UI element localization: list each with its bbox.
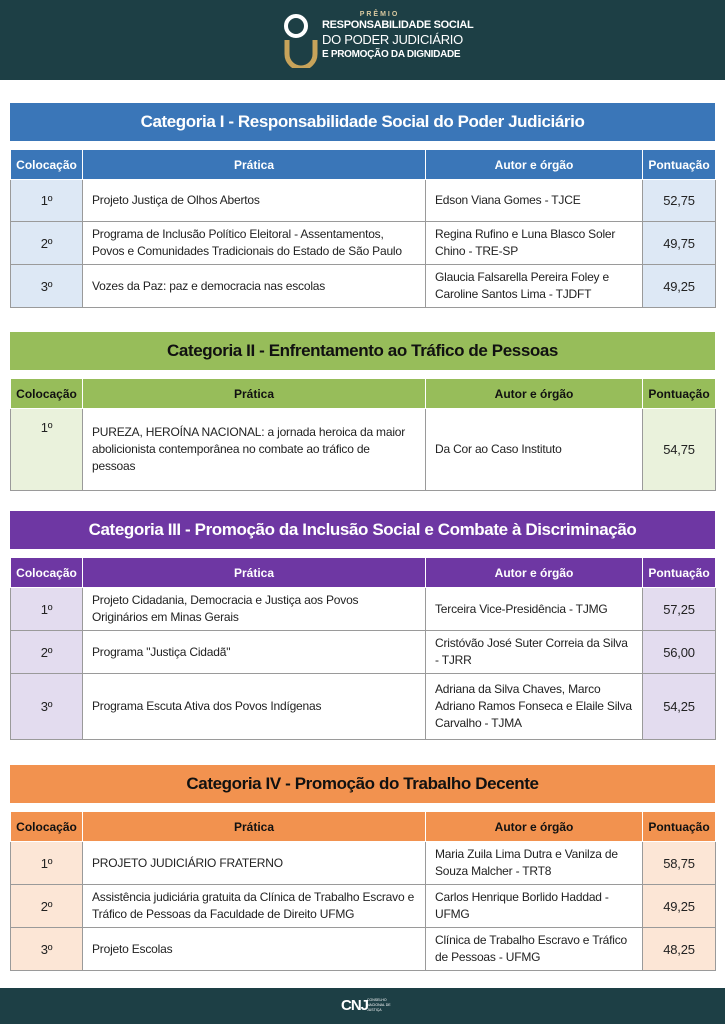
- author-cell: Clínica de Trabalho Escravo e Tráfico de Pessoas - UFMG: [426, 928, 643, 971]
- header-place: Colocação: [11, 812, 83, 842]
- practice-cell: Projeto Escolas: [83, 928, 426, 971]
- score-cell: 58,75: [643, 842, 716, 885]
- header-place: Colocação: [11, 379, 83, 409]
- header-score: Pontuação: [643, 558, 716, 588]
- header-practice: Prática: [83, 558, 426, 588]
- header-practice: Prática: [83, 150, 426, 180]
- score-cell: 56,00: [643, 631, 716, 674]
- header-score: Pontuação: [643, 379, 716, 409]
- table-header-row: [11, 150, 716, 180]
- category-section-2: [10, 332, 715, 491]
- header-score: Pontuação: [643, 150, 716, 180]
- category-section-3: [10, 511, 715, 740]
- table-row: [11, 885, 716, 928]
- place-cell: 2º: [11, 885, 83, 928]
- header-author: Autor e órgão: [426, 812, 643, 842]
- practice-cell: Projeto Justiça de Olhos Abertos: [83, 180, 426, 222]
- header-score: Pontuação: [643, 812, 716, 842]
- cnj-logo: [341, 996, 401, 1016]
- author-cell: Cristóvão José Suter Correia da Silva - TJRR: [426, 631, 643, 674]
- footer-bar: [0, 988, 725, 1024]
- author-cell: Terceira Vice-Presidência - TJMG: [426, 588, 643, 631]
- practice-cell: Vozes da Paz: paz e democracia nas escolas: [83, 265, 426, 308]
- logo-title-line2: DO PODER JUDICIÁRIO: [322, 32, 463, 47]
- header-author: Autor e órgão: [426, 558, 643, 588]
- results-table: [10, 378, 716, 491]
- place-cell: 3º: [11, 265, 83, 308]
- score-cell: 49,75: [643, 222, 716, 265]
- table-row: [11, 588, 716, 631]
- author-cell: Edson Viana Gomes - TJCE: [426, 180, 643, 222]
- practice-cell: Programa Escuta Ativa dos Povos Indígenas: [83, 674, 426, 740]
- header-place: Colocação: [11, 558, 83, 588]
- results-table: [10, 811, 716, 971]
- score-cell: 48,25: [643, 928, 716, 971]
- award-emblem-icon: [283, 14, 319, 68]
- category-title: Categoria III - Promoção da Inclusão Social e Combate à Discriminação: [10, 511, 715, 549]
- place-cell: 1º: [11, 409, 83, 491]
- table-row: [11, 674, 716, 740]
- author-cell: Regina Rufino e Luna Blasco Soler Chino - TRE-SP: [426, 222, 643, 265]
- place-cell: 1º: [11, 588, 83, 631]
- logo-prize-label: PRÊMIO: [359, 11, 400, 18]
- category-title: Categoria IV - Promoção do Trabalho Decente: [10, 765, 715, 803]
- practice-cell: Projeto Cidadania, Democracia e Justiça aos Povos Originários em Minas Gerais: [83, 588, 426, 631]
- practice-cell: PUREZA, HEROÍNA NACIONAL: a jornada heroica da maior abolicionista contemporânea no combate ao tráfico de pessoas: [83, 409, 426, 491]
- cnj-logo-subtitle: CONSELHO NACIONAL DE JUSTIÇA: [367, 998, 391, 1012]
- score-cell: 57,25: [643, 588, 716, 631]
- table-row: [11, 928, 716, 971]
- score-cell: 49,25: [643, 265, 716, 308]
- category-title: Categoria I - Responsabilidade Social do Poder Judiciário: [10, 103, 715, 141]
- score-cell: 52,75: [643, 180, 716, 222]
- logo-title-line3: E PROMOÇÃO DA DIGNIDADE: [322, 49, 461, 60]
- award-logo: [283, 10, 483, 72]
- table-row: [11, 842, 716, 885]
- table-row: [11, 409, 716, 491]
- author-cell: Adriana da Silva Chaves, Marco Adriano Ramos Fonseca e Elaile Silva Carvalho - TJMA: [426, 674, 643, 740]
- category-section-4: [10, 765, 715, 971]
- author-cell: Maria Zuila Lima Dutra e Vanilza de Souza Malcher - TRT8: [426, 842, 643, 885]
- table-row: [11, 222, 716, 265]
- author-cell: Glaucia Falsarella Pereira Foley e Caroline Santos Lima - TJDFT: [426, 265, 643, 308]
- table-header-row: [11, 812, 716, 842]
- practice-cell: Assistência judiciária gratuita da Clínica de Trabalho Escravo e Tráfico de Pessoas da Faculdade de Direito UFMG: [83, 885, 426, 928]
- place-cell: 3º: [11, 928, 83, 971]
- header-place: Colocação: [11, 150, 83, 180]
- place-cell: 3º: [11, 674, 83, 740]
- place-cell: 1º: [11, 180, 83, 222]
- header-author: Autor e órgão: [426, 379, 643, 409]
- author-cell: Da Cor ao Caso Instituto: [426, 409, 643, 491]
- header-practice: Prática: [83, 812, 426, 842]
- results-table: [10, 149, 716, 308]
- logo-title-line1: RESPONSABILIDADE SOCIAL: [322, 19, 474, 31]
- category-title: Categoria II - Enfrentamento ao Tráfico de Pessoas: [10, 332, 715, 370]
- practice-cell: PROJETO JUDICIÁRIO FRATERNO: [83, 842, 426, 885]
- header-practice: Prática: [83, 379, 426, 409]
- results-table: [10, 557, 716, 740]
- table-row: [11, 180, 716, 222]
- practice-cell: Programa "Justiça Cidadã": [83, 631, 426, 674]
- author-cell: Carlos Henrique Borlido Haddad - UFMG: [426, 885, 643, 928]
- table-header-row: [11, 379, 716, 409]
- score-cell: 54,75: [643, 409, 716, 491]
- table-header-row: [11, 558, 716, 588]
- table-row: [11, 631, 716, 674]
- header-bar: [0, 0, 725, 80]
- cnj-logo-mark: CNJ: [341, 997, 369, 1014]
- score-cell: 49,25: [643, 885, 716, 928]
- category-section-1: [10, 103, 715, 308]
- header-author: Autor e órgão: [426, 150, 643, 180]
- practice-cell: Programa de Inclusão Político Eleitoral - Assentamentos, Povos e Comunidades Tradicionais do Estado de São Paulo: [83, 222, 426, 265]
- place-cell: 1º: [11, 842, 83, 885]
- place-cell: 2º: [11, 222, 83, 265]
- table-row: [11, 265, 716, 308]
- score-cell: 54,25: [643, 674, 716, 740]
- place-cell: 2º: [11, 631, 83, 674]
